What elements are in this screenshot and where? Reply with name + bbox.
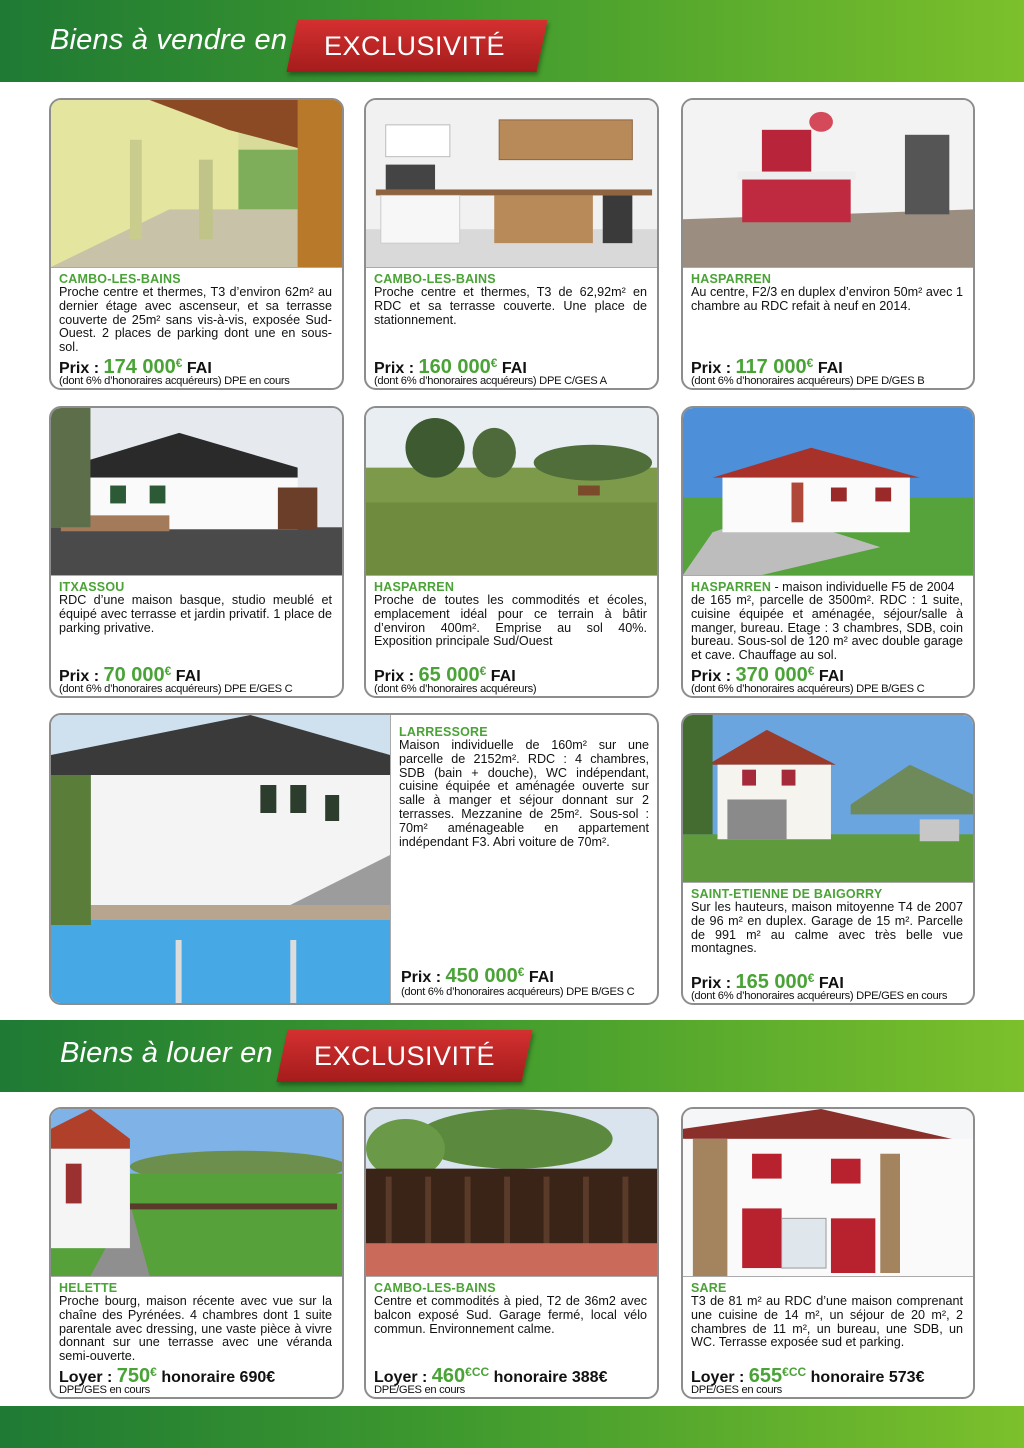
property-description: T3 de 81 m² au RDC d’une maison comprenant une cuisine de 14 m², un séjour de 20 m², 2 chambres de 11 m², un bureau, une SDB, un WC. Terrasse exposée sud et parking. — [691, 1294, 963, 1350]
rent-value: 750 — [116, 1365, 151, 1387]
property-city: ITXASSOU — [59, 580, 125, 594]
property-photo — [683, 1109, 973, 1277]
price-note: (dont 6% d’honoraires acquéreurs) DPE/GES en cours — [691, 990, 948, 1002]
property-description: Centre et commodités à pied, T2 de 36m2 avec balcon exposé Sud. Garage fermé, local vélo commun. Environnement calme. — [374, 1294, 647, 1336]
property-description: de 165 m², parcelle de 3500m². RDC : 1 suite, cuisine équipée et aménagée, séjour/salle à manger, bureau. Etage : 3 chambres, SDB, coin bureau. Sous-sol de 120 m² avec double garage et cave. Chauffage au sol. — [691, 593, 963, 663]
price-note: (dont 6% d’honoraires acquéreurs) DPE D/GES B — [691, 375, 925, 387]
sale-section-title: Biens à vendre en — [50, 24, 288, 56]
price-value: 70 000 — [103, 664, 165, 686]
price-note: DPE/GES en cours — [691, 1384, 782, 1396]
rental-card[interactable] — [364, 1107, 659, 1399]
property-photo — [366, 100, 657, 268]
property-photo — [683, 408, 973, 576]
property-description: Proche de toutes les commodités et écoles, emplacement idéal pour ce terrain à bâtir d’environ 400m². Emprise au sol 40%. Exposition principale Sud/Ouest — [374, 593, 647, 649]
price-note: (dont 6% d’honoraires acquéreurs) DPE E/GES C — [59, 683, 293, 695]
property-description: Proche centre et thermes, T3 d’environ 62m² au dernier étage avec ascenseur, et sa terrasse couverte de 25m² sans vis-à-vis, exposée Sud-Ouest. 2 places de parking dont une en sous-sol. — [59, 285, 332, 355]
price-value: 174 000 — [103, 356, 176, 378]
price-value: 117 000 — [735, 356, 807, 378]
listing-card[interactable] — [681, 98, 975, 390]
footer-band — [0, 1406, 1024, 1448]
property-price: Prix : 174 000€ FAI — [59, 356, 212, 378]
listing-card[interactable] — [681, 713, 975, 1005]
property-subtitle: - maison individuelle F5 de 2004 — [771, 580, 955, 594]
sale-exclusive-badge — [286, 20, 547, 72]
rental-card[interactable] — [681, 1107, 975, 1399]
price-value: 165 000 — [735, 971, 808, 993]
price-note: DPE/GES en cours — [59, 1384, 150, 1396]
property-photo — [51, 408, 342, 576]
property-city: LARRESSORE — [399, 725, 488, 739]
price-value: 450 000 — [445, 965, 518, 987]
sale-header-band — [0, 0, 1024, 82]
property-photo — [366, 1109, 657, 1277]
property-city: HASPARREN — [691, 580, 772, 594]
rent-value: 460 — [431, 1365, 466, 1387]
property-city: SARE — [691, 1281, 727, 1295]
property-city: HASPARREN — [374, 580, 455, 594]
property-description: Au centre, F2/3 en duplex d’environ 50m² avec 1 chambre au RDC refait à neuf en 2014. — [691, 285, 963, 313]
property-price: Prix : 160 000€ FAI — [374, 356, 527, 378]
rent-value: 655 — [748, 1365, 783, 1387]
property-price: Prix : 70 000€ FAI — [59, 664, 201, 686]
property-description: Maison individuelle de 160m² sur une parcelle de 2152m². RDC : 4 chambres, SDB (bain + douche), WC indépendant, cuisine équipée et aménagée ouverte sur salle à manger et séjour donnant sur 2 terrasses. Mezzanine de 25m². Sous-sol : 70m² aménageable en appartement indépendant F3. Abri voiture de 70m². — [399, 738, 649, 849]
property-description: Sur les hauteurs, maison mitoyenne T4 de 2007 de 96 m² en duplex. Garage de 15 m². Parcelle de 991 m² au calme avec très belle vue montagnes. — [691, 900, 963, 956]
price-note: (dont 6% d’honoraires acquéreurs) DPE B/GES C — [691, 683, 925, 695]
listing-card[interactable] — [49, 406, 344, 698]
property-photo — [51, 1109, 342, 1277]
rent-header-band — [0, 1020, 1024, 1092]
property-rent: Loyer : $460^{€CC}$ honoraire 388€ — [374, 1365, 608, 1387]
property-description: RDC d’une maison basque, studio meublé et équipé avec terrasse et jardin privatif. 1 place de parking privative. — [59, 593, 332, 635]
sale-badge-label: EXCLUSIVITÉ — [324, 31, 506, 61]
property-price: Prix : 117 000€ FAI — [691, 356, 843, 378]
price-note: (dont 6% d’honoraires acquéreurs) DPE en cours — [59, 375, 290, 387]
property-price: Prix : 165 000€ FAI — [691, 971, 844, 993]
price-value: 370 000 — [735, 664, 808, 686]
price-value: 65 000 — [418, 664, 480, 686]
price-note: (dont 6% d’honoraires acquéreurs) — [374, 683, 537, 695]
property-city: CAMBO-LES-BAINS — [59, 272, 181, 286]
property-city: HASPARREN — [691, 272, 772, 286]
property-city: CAMBO-LES-BAINS — [374, 1281, 496, 1295]
price-note: (dont 6% d’honoraires acquéreurs) DPE B/GES C — [401, 986, 635, 998]
listing-card[interactable] — [681, 406, 975, 698]
property-price: Prix : 370 000€ FAI — [691, 664, 844, 686]
property-description: Proche bourg, maison récente avec vue sur la chaîne des Pyrénées. 4 chambres dont 1 suite parentale avec dressing, une vaste pièce à vivre donnant sur une terrasse avec une véranda semi-ouverte. — [59, 1294, 332, 1364]
listing-card[interactable] — [49, 98, 344, 390]
rental-card[interactable] — [49, 1107, 344, 1399]
property-price: Prix : 450 000€ FAI — [401, 965, 554, 987]
property-photo — [366, 408, 657, 576]
listing-card[interactable] — [364, 98, 659, 390]
property-city: SAINT-ETIENNE DE BAIGORRY — [691, 887, 883, 901]
property-photo — [683, 715, 973, 883]
listing-card[interactable] — [364, 406, 659, 698]
listing-card-wide[interactable] — [49, 713, 659, 1005]
rent-section-title: Biens à louer en — [60, 1037, 273, 1069]
property-rent: Loyer : 750€ honoraire 690€ — [59, 1365, 276, 1387]
property-rent: Loyer : $655^{€CC}$ honoraire 573€ — [691, 1365, 925, 1387]
property-photo — [683, 100, 973, 268]
rent-badge-label: EXCLUSIVITÉ — [314, 1041, 496, 1071]
property-city: CAMBO-LES-BAINS — [374, 272, 496, 286]
property-price: Prix : 65 000€ FAI — [374, 664, 516, 686]
property-photo — [51, 715, 391, 1005]
price-note: DPE/GES en cours — [374, 1384, 465, 1396]
property-description: Proche centre et thermes, T3 de 62,92m² en RDC et sa terrasse couverte. Une place de stationnement. — [374, 285, 647, 327]
property-city: HELETTE — [59, 1281, 118, 1295]
rent-exclusive-badge — [276, 1030, 532, 1082]
price-note: (dont 6% d’honoraires acquéreurs) DPE C/GES A — [374, 375, 607, 387]
property-photo — [51, 100, 342, 268]
price-value: 160 000 — [418, 356, 491, 378]
